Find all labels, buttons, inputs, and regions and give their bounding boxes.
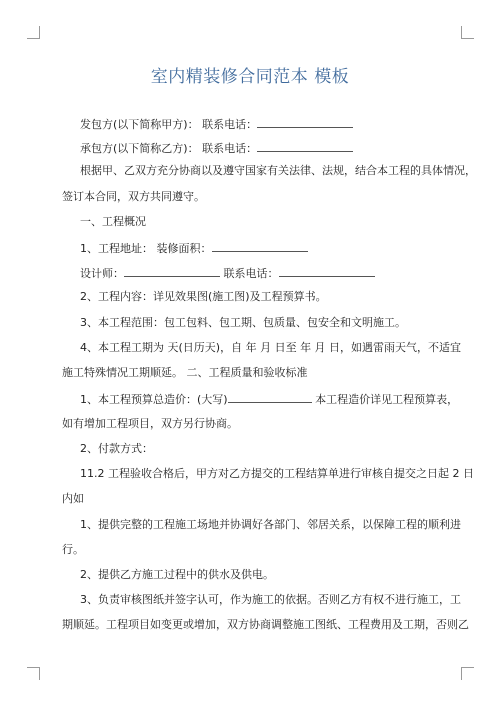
fill-blank[interactable] — [212, 240, 308, 252]
body-text: 4、本工程工期为 天(日历天)，自 年 月 日至 年 月 日，如遇雷雨天气，不适宜 — [80, 341, 462, 354]
page-corner-mark — [27, 26, 40, 39]
page-corner-mark — [461, 667, 474, 680]
body-text: 11.2 工程验收合格后，甲方对乙方提交的工程结算单进行审核自提交之日起 2 日 — [80, 467, 474, 480]
fill-blank[interactable] — [279, 265, 375, 277]
address-line: 1、工程地址： 装修面积： — [80, 240, 460, 256]
body-text: 根据甲、乙双方充分协商以及遵守国家有关法律、法规，结合本工程的具体情况， — [80, 164, 476, 177]
body-text: 3、负责审核图纸并签字认可，作为施工的依据。否则乙方有权不进行施工，工 — [80, 593, 461, 606]
designer-line: 设计师： 联系电话： — [80, 265, 460, 281]
fill-blank[interactable] — [228, 391, 312, 403]
fill-blank[interactable] — [257, 116, 353, 128]
body-text: 1、提供完整的工程施工场地并协调好各部门、邻居关系，以保障工程的顺利进 — [80, 518, 461, 531]
body-text: 内如 — [62, 492, 84, 505]
page-corner-mark — [461, 26, 474, 39]
page-corner-mark — [27, 667, 40, 680]
fill-blank[interactable] — [124, 265, 220, 277]
party-b-line: 承包方(以下简称乙方)： 联系电话： — [80, 140, 460, 156]
section-heading: 2、付款方式： — [80, 442, 153, 455]
body-text: 签订本合同，双方共同遵守。 — [62, 190, 205, 203]
fill-blank[interactable] — [257, 140, 353, 152]
body-text: 3、本工程范围：包工包料、包工期、包质量、包安全和文明施工。 — [80, 316, 406, 329]
body-text: 2、工程内容：详见效果图(施工图)及工程预算书。 — [80, 290, 327, 303]
price-line: 1、本工程预算总造价：(大写) 本工程造价详见工程预算表， — [80, 393, 459, 406]
section-heading: 一、工程概况 — [80, 215, 146, 228]
document-title: 室内精装修合同范本 模板 — [150, 67, 350, 87]
body-text: 如有增加工程项目，双方另行协商。 — [62, 417, 238, 430]
body-text: 2、提供乙方施工过程中的供水及供电。 — [80, 568, 274, 581]
body-text: 施工特殊情况工期顺延。 二、工程质量和验收标准 — [62, 366, 308, 379]
party-a-line: 发包方(以下简称甲方)： 联系电话： — [80, 116, 460, 132]
body-text: 期顺延。工程项目如变更或增加，双方协商调整施工图纸、工程费用及工期，否则乙 — [62, 618, 469, 631]
body-text: 行。 — [62, 543, 84, 556]
